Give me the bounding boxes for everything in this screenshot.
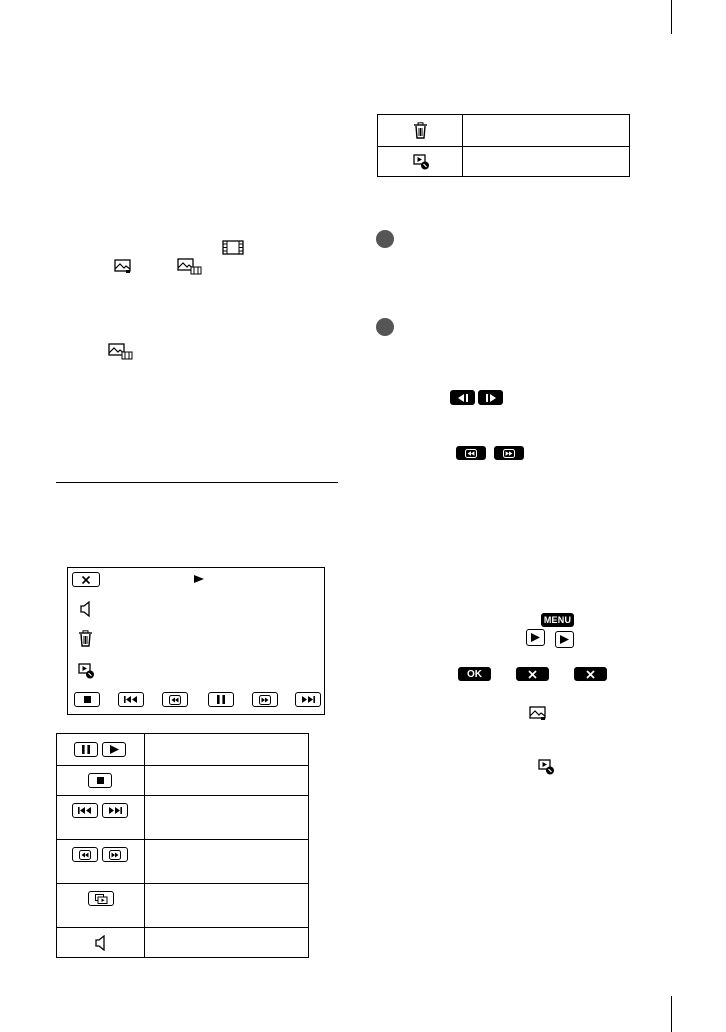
close-button[interactable] xyxy=(516,667,549,681)
play-icon xyxy=(531,633,540,642)
table-row xyxy=(57,928,309,958)
icon-legend-table xyxy=(377,114,630,177)
trash-icon[interactable] xyxy=(78,630,93,647)
stop-icon xyxy=(97,777,104,784)
close-x-icon xyxy=(586,670,595,679)
film-icon xyxy=(222,240,244,255)
photo-movie-icon xyxy=(108,343,133,360)
photo-movie-icon xyxy=(177,258,202,275)
play-icon xyxy=(560,635,569,644)
table-row xyxy=(57,840,309,884)
view-images-button[interactable] xyxy=(526,629,545,646)
table-row xyxy=(57,734,309,766)
prev-icon xyxy=(124,696,138,703)
view-images-button[interactable] xyxy=(555,631,574,648)
rewind-button[interactable] xyxy=(456,446,486,460)
stop-icon xyxy=(84,696,91,703)
slideshow-button[interactable] xyxy=(88,891,114,906)
frame-forward-button[interactable] xyxy=(478,390,503,405)
rewind-icon xyxy=(465,449,477,458)
rewind-button[interactable] xyxy=(162,692,188,707)
slideshow-icon xyxy=(95,894,108,904)
table-row xyxy=(378,115,630,147)
play-indicator-icon xyxy=(193,574,205,584)
trash-icon xyxy=(413,122,428,139)
table-row xyxy=(57,796,309,840)
protect-icon[interactable] xyxy=(78,663,95,679)
rewind-button[interactable] xyxy=(72,847,98,862)
menu-button[interactable]: MENU xyxy=(541,613,574,627)
next-button[interactable] xyxy=(295,692,321,707)
volume-icon[interactable] xyxy=(79,601,93,617)
fast-forward-icon xyxy=(109,850,121,860)
protect-icon xyxy=(538,759,555,775)
rewind-icon xyxy=(169,695,181,705)
play-icon xyxy=(110,745,119,754)
note-bullet xyxy=(376,318,394,336)
close-button[interactable] xyxy=(574,667,607,681)
stop-button[interactable] xyxy=(74,692,100,707)
next-button[interactable] xyxy=(102,803,128,818)
fast-forward-button[interactable] xyxy=(494,446,524,460)
play-button[interactable] xyxy=(102,742,126,757)
section-divider xyxy=(56,482,338,483)
prev-button[interactable] xyxy=(72,803,98,818)
button-legend-table xyxy=(56,733,309,958)
close-x-icon xyxy=(81,575,91,585)
stop-button[interactable] xyxy=(88,773,112,788)
pause-icon xyxy=(82,745,90,754)
protect-icon xyxy=(413,154,430,170)
photo-icon xyxy=(529,706,547,721)
fast-forward-button[interactable] xyxy=(102,847,128,862)
fast-forward-icon xyxy=(503,449,515,458)
ok-button[interactable]: OK xyxy=(458,667,491,681)
frame-forward-icon xyxy=(485,394,497,402)
fast-forward-icon xyxy=(259,695,271,705)
pause-button[interactable] xyxy=(74,742,98,757)
fast-forward-button[interactable] xyxy=(252,692,278,707)
page-edge-mark xyxy=(671,996,672,1032)
frame-back-button[interactable] xyxy=(450,390,475,405)
playback-screen xyxy=(67,567,325,715)
next-icon xyxy=(108,807,122,814)
next-icon xyxy=(301,696,315,703)
table-row xyxy=(57,766,309,796)
table-row xyxy=(57,884,309,928)
photo-icon xyxy=(114,259,132,274)
rewind-icon xyxy=(79,850,91,860)
close-button[interactable] xyxy=(72,572,100,587)
prev-icon xyxy=(78,807,92,814)
pause-button[interactable] xyxy=(208,692,234,707)
close-x-icon xyxy=(528,670,537,679)
pause-icon xyxy=(217,695,225,704)
page-edge-mark xyxy=(671,0,672,34)
frame-back-icon xyxy=(457,394,469,402)
prev-button[interactable] xyxy=(118,692,144,707)
table-row xyxy=(378,147,630,177)
note-bullet xyxy=(376,230,394,248)
volume-icon xyxy=(94,935,108,951)
